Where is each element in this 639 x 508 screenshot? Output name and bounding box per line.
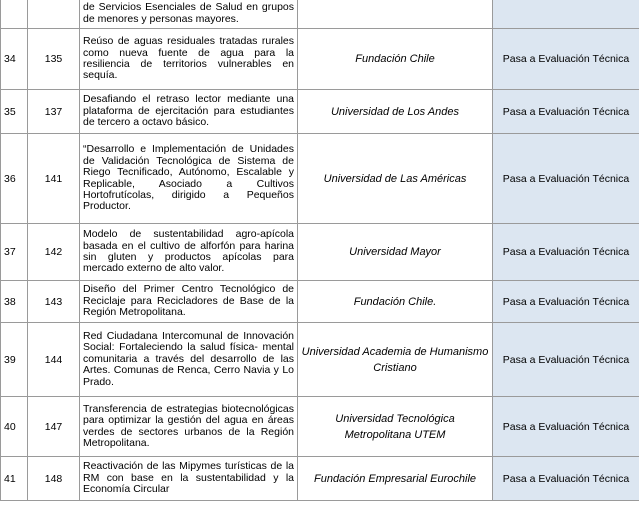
institution-cell <box>298 0 493 29</box>
institution-cell: Universidad de Los Andes <box>298 90 493 134</box>
project-id-cell: 148 <box>28 457 80 501</box>
table-row <box>1 134 639 224</box>
table-row <box>1 281 639 323</box>
status-cell: Pasa a Evaluación Técnica <box>493 397 639 457</box>
project-title-cell: Reúso de aguas residuales tratadas rurales como nueva fuente de agua para la resiliencia de territorios vulnerables en sequía. <box>80 29 298 90</box>
institution-cell: Fundación Chile <box>298 29 493 90</box>
project-id-cell: 137 <box>28 90 80 134</box>
project-title-cell: Transferencia de estrategias biotecnológicas para optimizar la gestión del agua en áreas verdes de sectores urbanos de la Región Metropolitana. <box>80 397 298 457</box>
status-cell: Pasa a Evaluación Técnica <box>493 281 639 323</box>
institution-cell: Universidad Academia de Humanismo Cristiano <box>298 323 493 397</box>
project-title-cell: Reactivación de las Mipymes turísticas de la RM con base en la sustentabilidad y la Economía Circular <box>80 457 298 501</box>
project-title-cell: Modelo de sustentabilidad agro-apícola basada en el cultivo de alforfón para harina sin gluten y productos apícolas para mercado externo de alto valor. <box>80 224 298 281</box>
project-id-cell: 144 <box>28 323 80 397</box>
row-number-cell: 35 <box>1 90 28 134</box>
table-row <box>1 397 639 457</box>
row-number-cell: 39 <box>1 323 28 397</box>
status-cell: Pasa a Evaluación Técnica <box>493 224 639 281</box>
project-title-cell: Diseño del Primer Centro Tecnológico de Reciclaje para Recicladores de Base de la Región Metropolitana. <box>80 281 298 323</box>
table-row <box>1 29 639 90</box>
table-row <box>1 224 639 281</box>
project-title-cell: Desafiando el retraso lector mediante una plataforma de ejercitación para estudiantes de tercero a octavo básico. <box>80 90 298 134</box>
status-cell: Pasa a Evaluación Técnica <box>493 90 639 134</box>
institution-cell: Universidad Mayor <box>298 224 493 281</box>
status-cell: Pasa a Evaluación Técnica <box>493 29 639 90</box>
institution-cell: Universidad de Las Américas <box>298 134 493 224</box>
row-number-cell: 36 <box>1 134 28 224</box>
table-row <box>1 0 639 29</box>
row-number-cell <box>1 0 28 29</box>
institution-cell: Fundación Chile. <box>298 281 493 323</box>
project-id-cell: 141 <box>28 134 80 224</box>
project-id-cell: 142 <box>28 224 80 281</box>
row-number-cell: 41 <box>1 457 28 501</box>
row-number-cell: 40 <box>1 397 28 457</box>
row-number-cell: 38 <box>1 281 28 323</box>
institution-cell: Fundación Empresarial Eurochile <box>298 457 493 501</box>
project-id-cell: 147 <box>28 397 80 457</box>
project-id-cell: 143 <box>28 281 80 323</box>
row-number-cell: 37 <box>1 224 28 281</box>
project-title-cell: de Servicios Esenciales de Salud en grupos de menores y personas mayores. <box>80 0 298 29</box>
project-title-cell: Red Ciudadana Intercomunal de Innovación Social: Fortaleciendo la salud física- mental comunitaria a través del desarrollo de las Artes. Comunas de Renca, Cerro Navia y Lo Prado. <box>80 323 298 397</box>
project-id-cell: 135 <box>28 29 80 90</box>
status-cell: Pasa a Evaluación Técnica <box>493 457 639 501</box>
project-id-cell <box>28 0 80 29</box>
institution-cell: Universidad Tecnológica Metropolitana UTEM <box>298 397 493 457</box>
status-cell <box>493 0 639 29</box>
project-title-cell: “Desarrollo e Implementación de Unidades de Validación Tecnológica de Sistema de Riego Tecnificado, Autónomo, Escalable y Replicable, Asociado a Cultivos Hortofrutícolas, dirigido a Pequeños Productor. <box>80 134 298 224</box>
table-row <box>1 90 639 134</box>
status-cell: Pasa a Evaluación Técnica <box>493 134 639 224</box>
table-row <box>1 323 639 397</box>
row-number-cell: 34 <box>1 29 28 90</box>
status-cell: Pasa a Evaluación Técnica <box>493 323 639 397</box>
table-row <box>1 457 639 501</box>
